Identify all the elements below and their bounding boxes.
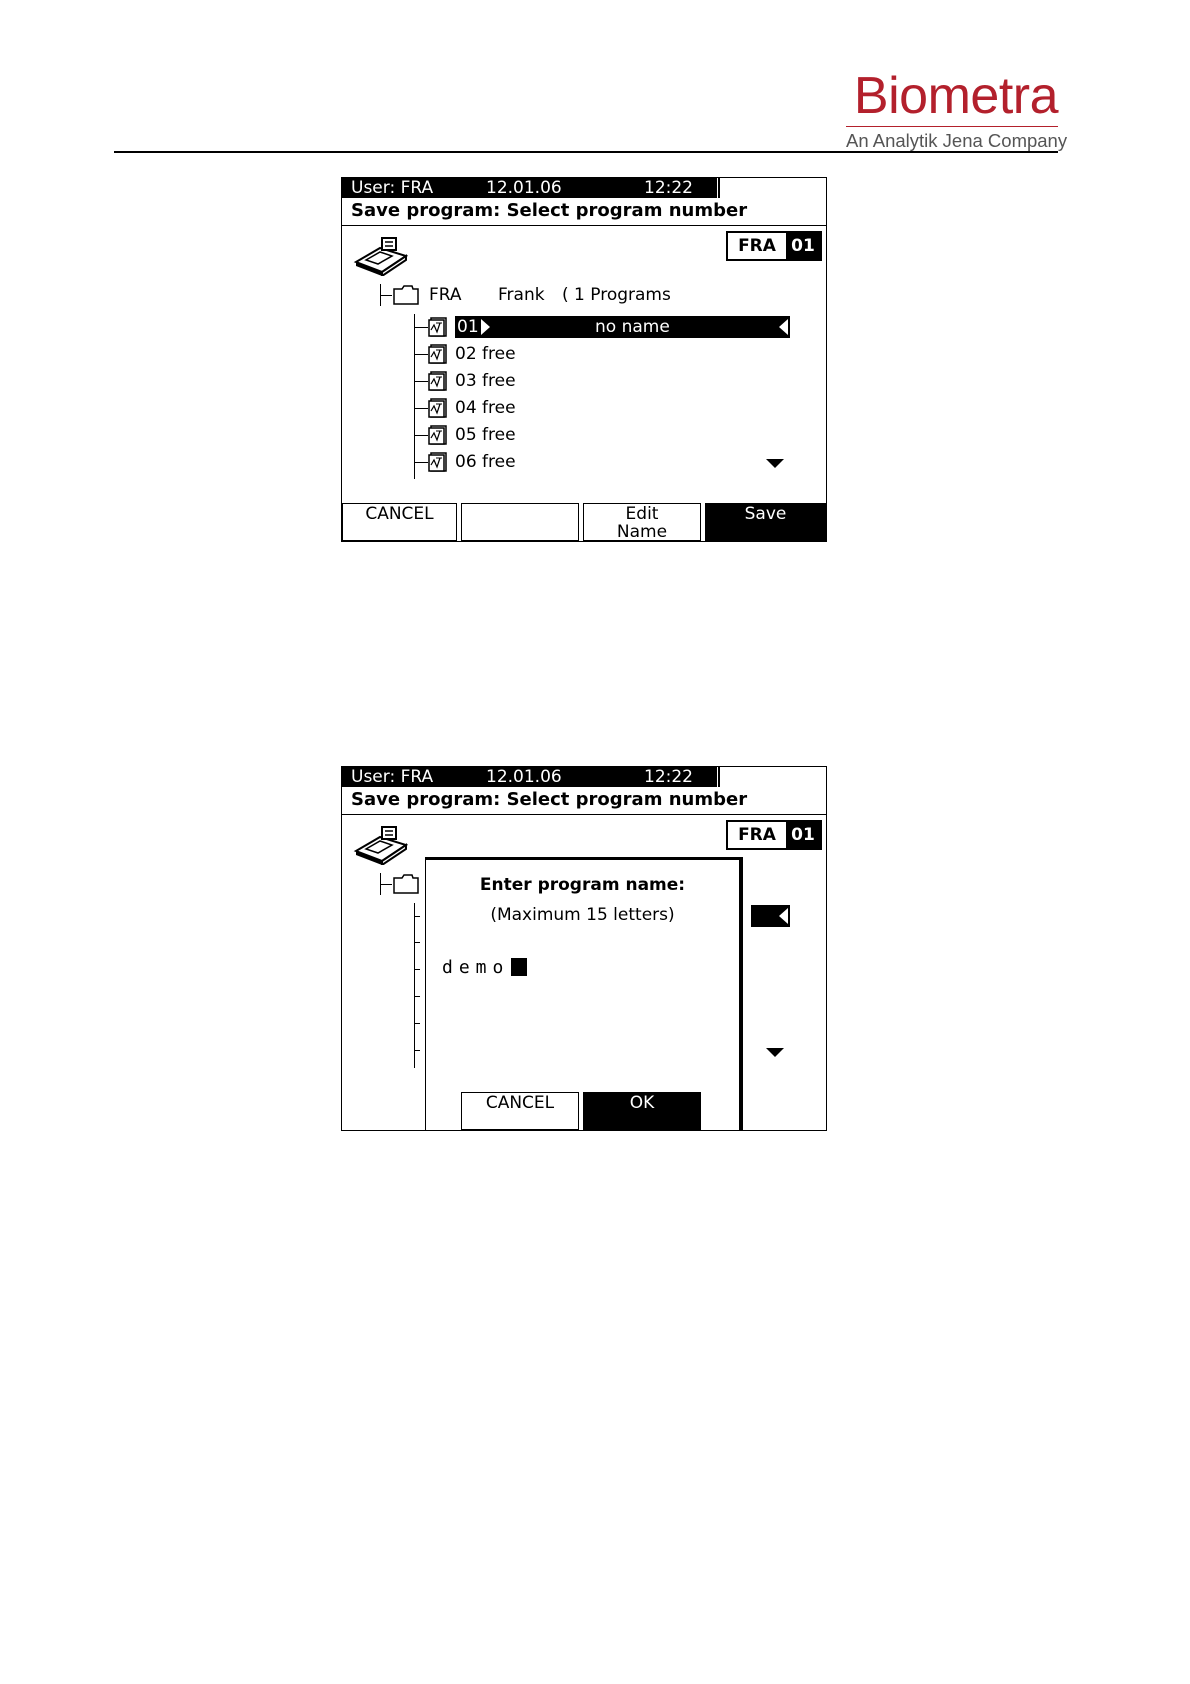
status-bar-end <box>718 178 720 198</box>
cycler-device-icon <box>352 823 408 865</box>
program-name-value: demo <box>442 957 510 978</box>
dialog-ok-label: OK <box>629 1093 655 1113</box>
brand-tagline: An Analytik Jena Company <box>846 130 1068 151</box>
program-icon <box>428 371 448 391</box>
select-right-arrow-icon <box>481 319 490 335</box>
save-label: Save <box>744 504 787 524</box>
tree-line <box>380 884 392 885</box>
selected-program-number: 01 <box>457 317 479 337</box>
tree-line <box>414 381 428 382</box>
text-cursor <box>511 958 527 976</box>
badge-user: FRA <box>728 233 786 259</box>
select-left-arrow-icon <box>779 319 788 335</box>
cancel-label: CANCEL <box>365 504 434 524</box>
folder-name: Frank <box>498 285 545 305</box>
tree-line <box>414 462 428 463</box>
status-bar <box>342 178 717 198</box>
enter-name-dialog <box>425 857 743 1131</box>
tree-line <box>414 996 420 997</box>
brand-logo <box>846 67 1068 152</box>
folder-program-count: ( 1 Programs <box>562 285 671 305</box>
folder-id[interactable]: FRA <box>429 285 462 305</box>
cancel-button[interactable] <box>342 503 457 541</box>
program-label: 05 free <box>455 425 516 445</box>
title-divider <box>342 225 826 226</box>
select-left-arrow-icon <box>779 908 788 924</box>
cycler-device-icon <box>352 234 408 276</box>
status-bar <box>342 767 717 787</box>
brand-name: Biometra <box>853 67 1058 125</box>
tree-line <box>414 354 428 355</box>
status-date: 12.01.06 <box>486 178 562 198</box>
status-date: 12.01.06 <box>486 767 562 787</box>
selected-program-name: no name <box>595 317 670 337</box>
status-user: User: FRA <box>351 178 434 198</box>
dialog-cancel-button[interactable] <box>461 1092 579 1130</box>
save-button[interactable] <box>705 503 826 541</box>
user-program-badge <box>726 820 822 850</box>
program-icon <box>428 398 448 418</box>
screen-enter-name <box>341 766 827 1131</box>
edit-name-button[interactable] <box>583 503 701 541</box>
folder-icon <box>393 874 419 894</box>
program-icon <box>428 425 448 445</box>
badge-number: 01 <box>786 822 820 848</box>
status-user: User: FRA <box>351 767 434 787</box>
status-time: 12:22 <box>644 767 693 787</box>
tree-line <box>414 969 420 970</box>
program-icon <box>428 344 448 364</box>
program-icon <box>428 317 448 337</box>
badge-number: 01 <box>786 233 820 259</box>
tree-line <box>414 1023 420 1024</box>
header-divider <box>114 151 1058 153</box>
dialog-ok-button[interactable] <box>583 1092 701 1130</box>
program-label: 03 free <box>455 371 516 391</box>
tree-line <box>414 903 415 1068</box>
tree-line <box>414 916 420 917</box>
folder-icon <box>393 285 419 305</box>
program-name-input[interactable] <box>442 957 527 979</box>
screen-select-program <box>341 177 827 542</box>
dialog-title: Enter program name: <box>479 875 686 895</box>
program-label: 04 free <box>455 398 516 418</box>
dialog-cancel-label: CANCEL <box>485 1093 555 1113</box>
screen-title: Save program: Select program number <box>351 789 748 810</box>
logo-rule <box>846 126 1058 127</box>
tree-line <box>414 327 428 328</box>
tree-line <box>414 314 415 479</box>
badge-user: FRA <box>728 822 786 848</box>
blank-softkey[interactable] <box>461 503 579 541</box>
tree-line <box>414 942 420 943</box>
program-label: 06 free <box>455 452 516 472</box>
scroll-down-icon[interactable] <box>766 459 784 468</box>
program-label: 02 free <box>455 344 516 364</box>
title-divider <box>342 814 826 815</box>
screen-title: Save program: Select program number <box>351 200 748 221</box>
user-program-badge <box>726 231 822 261</box>
tree-line <box>414 435 428 436</box>
program-icon <box>428 452 448 472</box>
status-time: 12:22 <box>644 178 693 198</box>
edit-name-label-line1: Edit <box>625 504 659 524</box>
tree-line <box>414 408 428 409</box>
status-bar-end <box>718 767 720 787</box>
tree-line <box>380 295 392 296</box>
dialog-hint: (Maximum 15 letters) <box>490 905 675 925</box>
edit-name-label-line2: Name <box>616 522 668 542</box>
scroll-down-icon[interactable] <box>766 1048 784 1057</box>
tree-line <box>414 1050 420 1051</box>
